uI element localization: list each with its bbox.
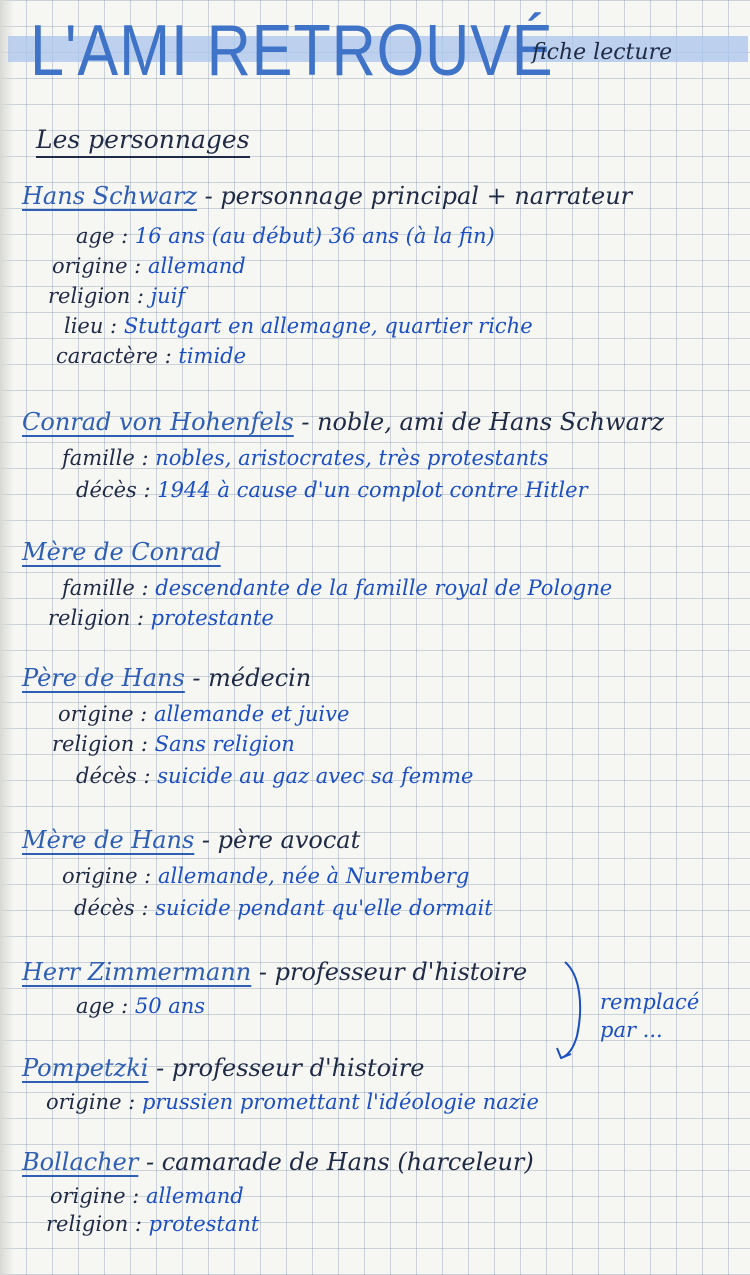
detail-origine: origine : allemande et juive	[58, 702, 350, 726]
character-name-mere-de-conrad: Mère de Conrad	[22, 538, 221, 566]
paper-edge	[0, 0, 14, 1275]
page-title: L'AMI RETROUVÉ	[30, 11, 554, 91]
brace-arrow-icon	[555, 958, 591, 1062]
subtitle-tag: fiche lecture	[532, 40, 673, 65]
detail-origine: origine : allemande, née à Nuremberg	[62, 864, 470, 888]
detail-famille: famille : nobles, aristocrates, très protestants	[62, 446, 549, 470]
character-name-hans-schwarz: Hans Schwarz - personnage principal + narrateur	[22, 182, 633, 210]
detail-religion: religion : protestante	[48, 606, 274, 630]
character-name-pere-de-hans: Père de Hans - médecin	[22, 664, 312, 692]
detail-caractere: caractère : timide	[56, 344, 247, 368]
detail-famille: famille : descendante de la famille royal de Pologne	[62, 576, 613, 600]
detail-origine: origine : allemand	[50, 1184, 244, 1208]
character-name-bollacher: Bollacher - camarade de Hans (harceleur)	[22, 1148, 534, 1176]
detail-age: age : 50 ans	[76, 994, 206, 1018]
detail-deces: décès : 1944 à cause d'un complot contre Hitler	[76, 478, 588, 502]
detail-origine: origine : allemand	[52, 254, 246, 278]
detail-age: age : 16 ans (au début) 36 ans (à la fin)	[76, 224, 495, 248]
detail-religion: religion : Sans religion	[52, 732, 295, 756]
character-name-mere-de-hans: Mère de Hans - père avocat	[22, 826, 361, 854]
detail-lieu: lieu : Stuttgart en allemagne, quartier riche	[64, 314, 533, 338]
detail-religion: religion : juif	[48, 284, 186, 308]
character-name-herr-zimmermann: Herr Zimmermann - professeur d'histoire	[22, 958, 528, 986]
detail-origine: origine : prussien promettant l'idéologie nazie	[46, 1090, 539, 1114]
side-note: remplacé par ...	[600, 990, 700, 1042]
character-name-conrad: Conrad von Hohenfels - noble, ami de Hans Schwarz	[22, 408, 665, 436]
detail-deces: décès : suicide au gaz avec sa femme	[76, 764, 474, 788]
character-name-pompetzki: Pompetzki - professeur d'histoire	[22, 1054, 425, 1082]
detail-religion: religion : protestant	[46, 1212, 260, 1236]
detail-deces: décès : suicide pendant qu'elle dormait	[74, 896, 493, 920]
section-heading: Les personnages	[36, 125, 250, 158]
